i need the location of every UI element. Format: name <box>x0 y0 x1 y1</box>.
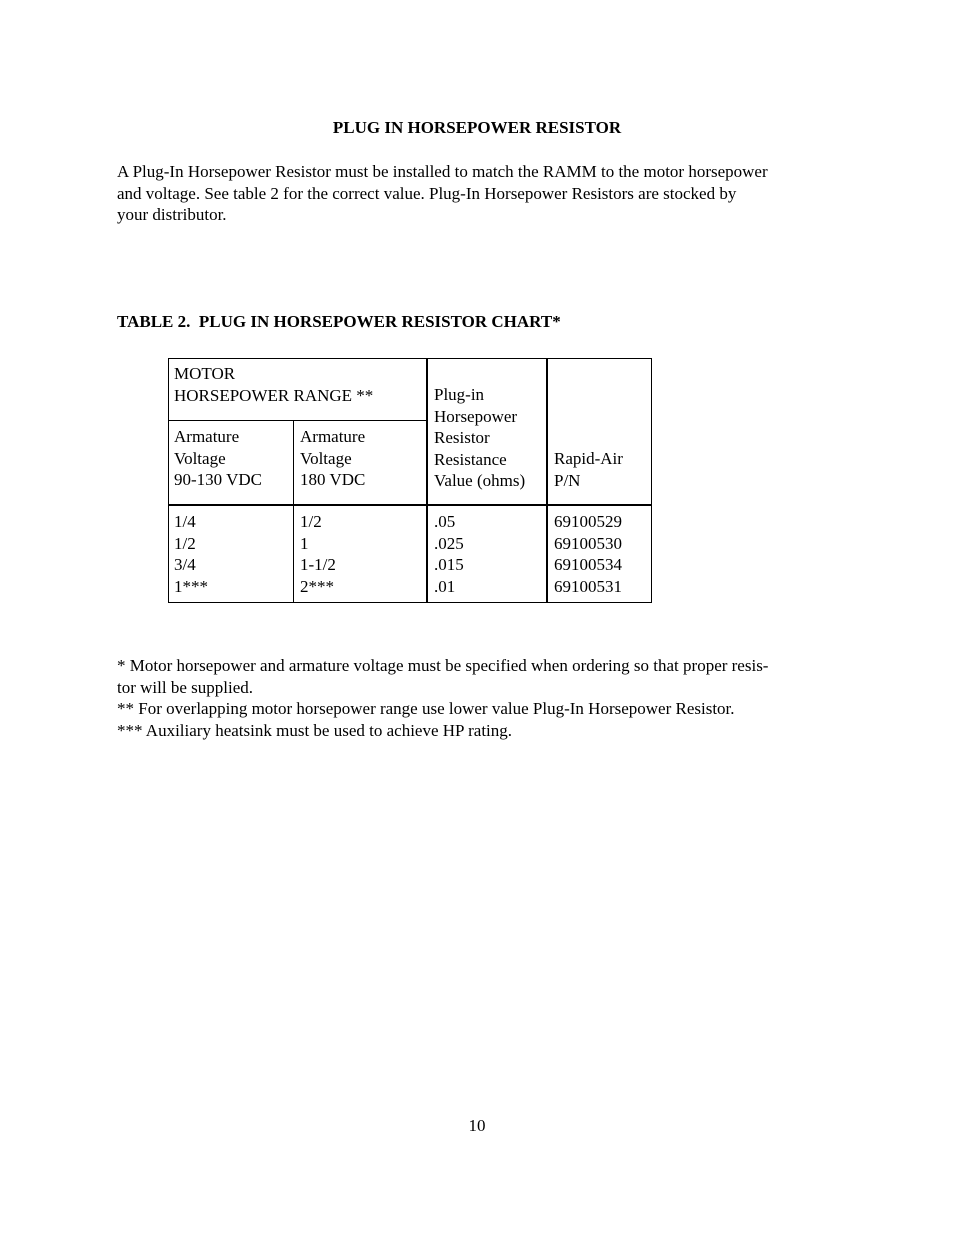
footnote-line: * Motor horsepower and armature voltage must be specified when ordering so that proper resis- <box>117 656 769 675</box>
table-cell: 1-1/2 <box>300 555 336 574</box>
resistor-chart-table <box>168 358 652 603</box>
col1-header-line: Voltage <box>174 448 226 468</box>
col3-body-cell <box>428 506 546 602</box>
intro-line: your distributor. <box>117 205 227 224</box>
intro-line: A Plug-In Horsepower Resistor must be installed to match the RAMM to the motor horsepower <box>117 162 768 181</box>
col4-header-line: Rapid-Air <box>554 449 623 468</box>
col1-header-cell <box>168 421 293 505</box>
intro-line: and voltage. See table 2 for the correct value. Plug-In Horsepower Resistors are stocked by <box>117 183 737 203</box>
col3-header-line: Resistor <box>434 428 490 447</box>
col3-header-line: Plug-in <box>434 385 485 404</box>
table-cell: 1/2 <box>174 533 196 553</box>
col2-body-cell <box>294 506 426 602</box>
intro-paragraph <box>117 161 847 226</box>
table-cell: 3/4 <box>174 555 196 574</box>
table-cell: .05 <box>434 512 456 531</box>
table-cell: 1/4 <box>174 512 196 531</box>
footnote-line: ** For overlapping motor horsepower range use lower value Plug-In Horsepower Resistor. <box>117 699 735 718</box>
table-cell: 1/2 <box>300 512 322 531</box>
table-cell: .01 <box>434 576 456 596</box>
col3-header-line: Value (ohms) <box>434 471 526 490</box>
col1-header-line: 90-130 VDC <box>174 470 262 489</box>
col3-header-line: Resistance <box>434 449 507 469</box>
table-border-bottom <box>168 602 652 603</box>
table-cell: 69100531 <box>554 576 622 596</box>
footnotes <box>117 655 847 741</box>
col3-header-line: Horsepower <box>434 406 518 426</box>
col2-header-line: Armature <box>300 427 366 446</box>
table-cell: 69100530 <box>554 533 622 553</box>
col1-header-line: Armature <box>174 427 240 446</box>
group-header-cell <box>168 358 426 420</box>
section-heading: PLUG IN HORSEPOWER RESISTOR <box>332 118 622 137</box>
col1-body-cell <box>168 506 293 602</box>
table-cell: 1*** <box>174 576 208 596</box>
table-cell: 2*** <box>300 576 334 596</box>
table-cell: 1 <box>300 533 309 553</box>
table-title: TABLE 2. PLUG IN HORSEPOWER RESISTOR CHART* <box>117 312 561 331</box>
col4-body-cell <box>548 506 651 602</box>
table-cell: 69100534 <box>554 555 622 574</box>
footnote-line: tor will be supplied. <box>117 677 253 697</box>
col4-header-cell <box>548 443 651 505</box>
page-number: 10 <box>468 1116 486 1135</box>
table-cell: 69100529 <box>554 512 622 531</box>
group-header-line: HORSEPOWER RANGE ** <box>174 385 374 405</box>
col4-header-line: P/N <box>554 470 581 490</box>
col2-header-cell <box>294 421 426 505</box>
table-border-right <box>651 358 652 603</box>
col2-header-line: 180 VDC <box>300 470 366 489</box>
table-cell: .015 <box>434 555 464 574</box>
col3-header-cell <box>428 379 546 505</box>
footnote-line: *** Auxiliary heatsink must be used to achieve HP rating. <box>117 720 513 740</box>
col2-header-line: Voltage <box>300 448 352 468</box>
table-cell: .025 <box>434 533 464 553</box>
group-header-line: MOTOR <box>174 364 236 383</box>
